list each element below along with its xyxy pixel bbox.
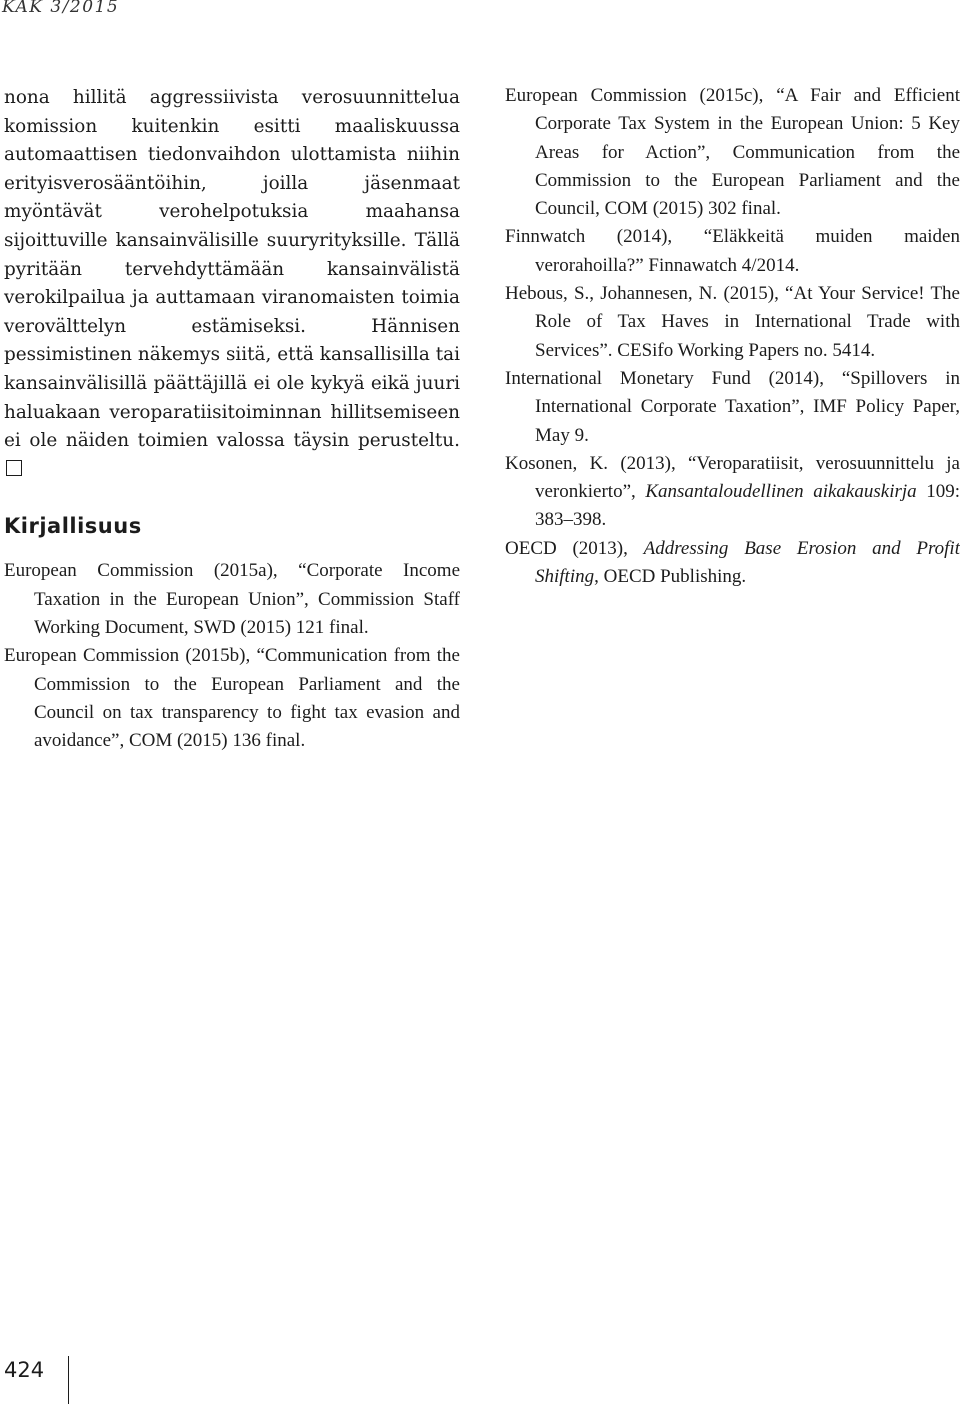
page-number: 424 xyxy=(4,1358,45,1382)
reference-list-left xyxy=(4,557,460,755)
reference-item: Hebous, S., Johannesen, N. (2015), “At Your Service! The Role of Tax Haves in International Trade with Services”. CESifo Working Papers no. 5414. xyxy=(505,283,960,361)
reference-item: Finnwatch (2014), “Eläkkeitä muiden maiden verorahoilla?” Finnawatch 4/2014. xyxy=(505,226,960,276)
reference-text: , OECD Publishing. xyxy=(594,566,747,588)
reference-item: European Commission (2015c), “A Fair and Efficient Corporate Tax System in the European Union: 5 Key Areas for Action”, Communication from the Commission to the European Parliament and the Council, COM (2015) 302 final. xyxy=(505,85,960,220)
reference-item xyxy=(505,450,960,535)
references-heading: Kirjallisuus xyxy=(4,514,142,539)
folio-divider xyxy=(68,1356,69,1404)
reference-journal-title: Kansantaloudellinen aikakauskirja xyxy=(645,481,917,503)
reference-item: International Monetary Fund (2014), “Spillovers in International Corporate Taxation”, IMF Policy Paper, May 9. xyxy=(505,367,960,446)
reference-item: European Commission (2015a), “Corporate Income Taxation in the European Union”, Commission Staff Working Document, SWD (2015) 121 final. xyxy=(4,560,460,638)
reference-text: 109: 383–398. xyxy=(535,481,960,531)
body-paragraph xyxy=(4,84,460,484)
end-of-article-square-icon xyxy=(6,460,22,476)
reference-text: Kosonen, K. (2013), “Veroparatiisit, verosuunnittelu ja veronkierto”, xyxy=(505,452,960,503)
body-paragraph-text: nona hillitä aggressiivista verosuunnittelua komission kuitenkin esitti maaliskuussa automaattisen tiedonvaihdon ulottamista niihin erityisverosääntöihin, joilla jäsenmaat myöntävät verohelpotuksia maahansa sijoittuville kansainvälisille suuryrityksille. Tällä pyritään tervehdyttämään kansainvälistä verokilpailua ja auttamaan viranomaisten toimia verovälttelyn estämiseksi. Hännisen pessimistinen näkemys siitä, että kansallisilla tai kansainvälisillä päättäjillä ei ole kykyä eikä juuri haluakaan veroparatiisitoiminnan hillitsemiseen ei ole näiden toimien valossa täysin perusteltu. xyxy=(4,87,460,452)
reference-item xyxy=(505,535,960,592)
right-column xyxy=(505,82,960,591)
left-column xyxy=(4,84,460,755)
reference-book-title: Addressing Base Erosion and Profit Shifting xyxy=(535,537,960,588)
reference-item: European Commission (2015b), “Communication from the Commission to the European Parliament and the Council on tax transparency to fight tax evasion and avoidance”, COM (2015) 136 final. xyxy=(4,645,460,752)
reference-list-right xyxy=(505,82,960,591)
running-head: KAK 3/2015 xyxy=(2,0,120,17)
reference-text: OECD (2013), xyxy=(505,537,644,559)
